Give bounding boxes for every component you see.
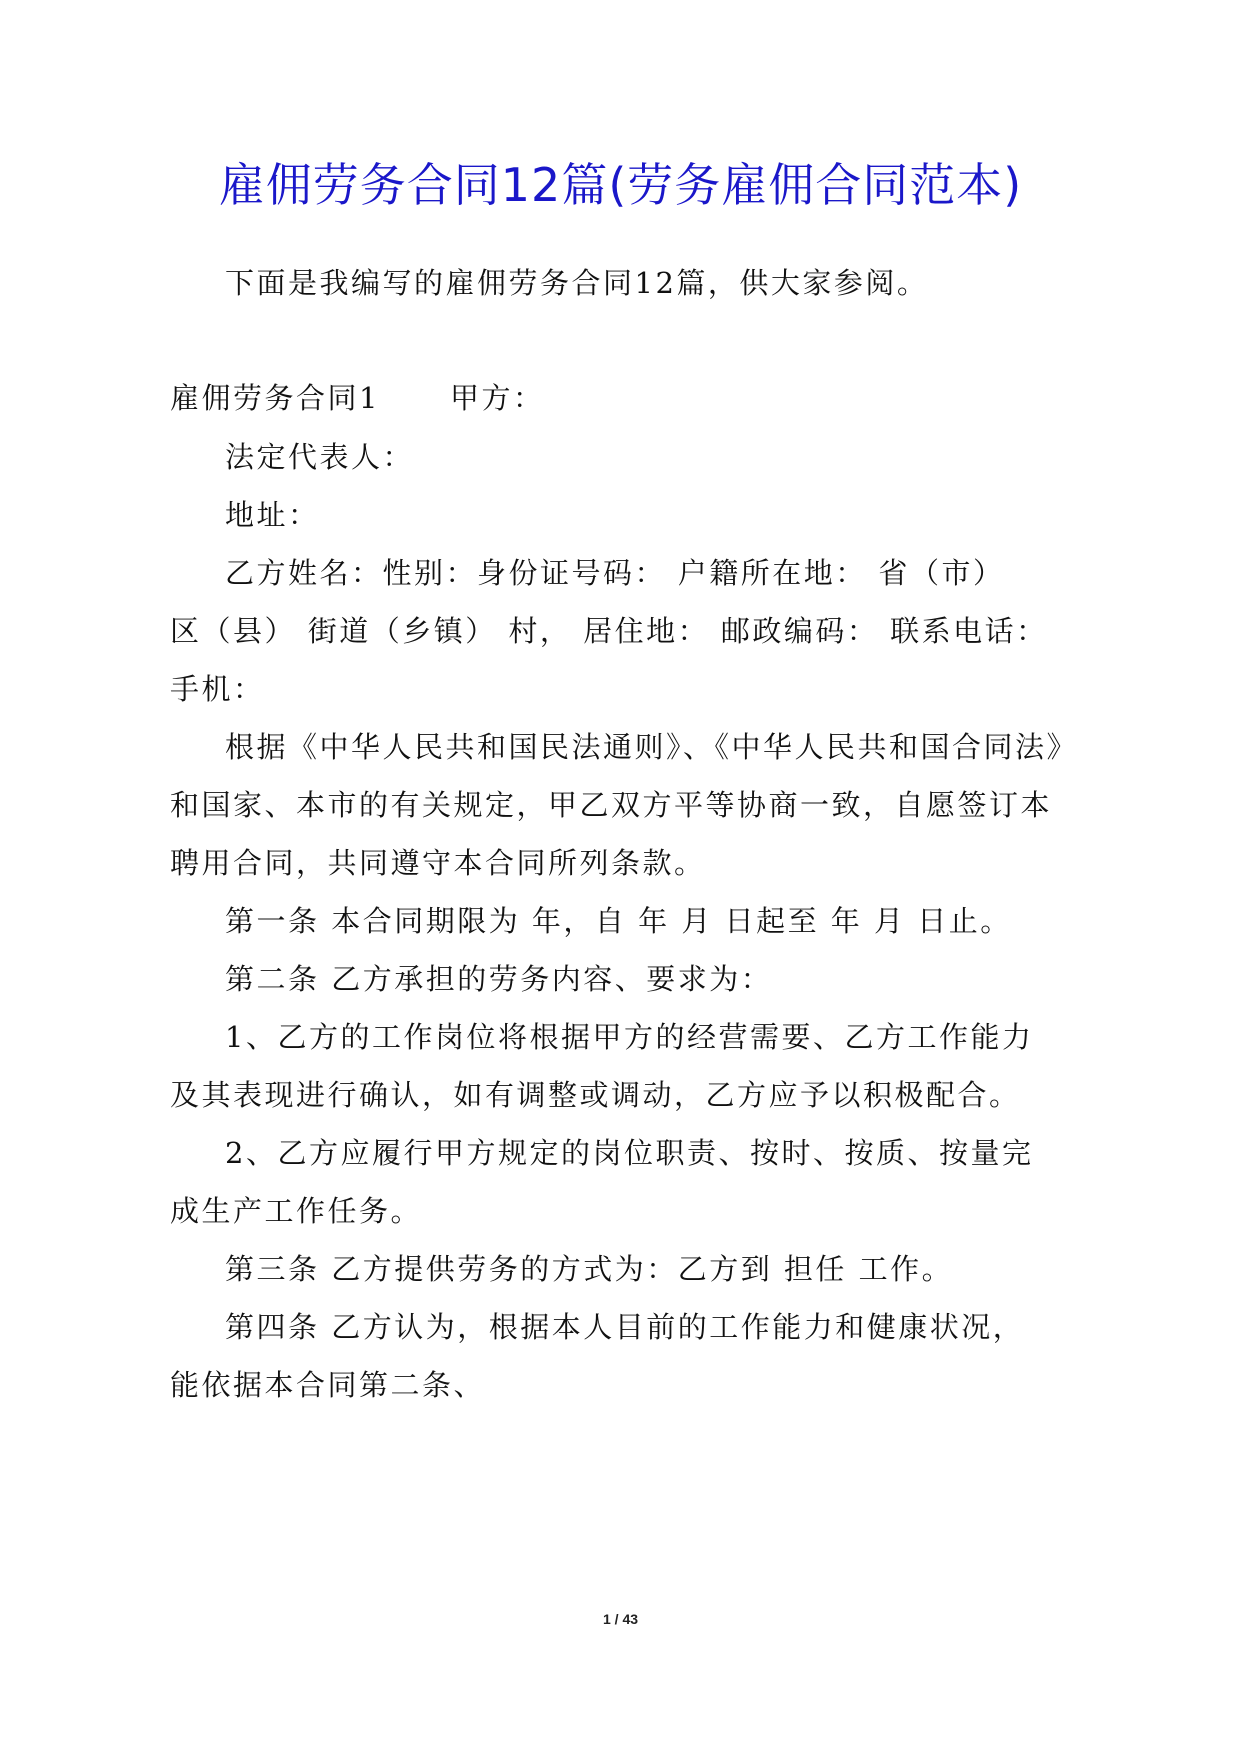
- text-line: 及其表现进行确认，如有调整或调动，乙方应予以积极配合。: [170, 1078, 1021, 1112]
- text-line: 第三条 乙方提供劳务的方式为：乙方到 担任 工作。: [225, 1252, 954, 1286]
- text-line: 1、乙方的工作岗位将根据甲方的经营需要、乙方工作能力: [225, 1020, 1034, 1054]
- text-line: 地址：: [225, 498, 320, 532]
- text-line: 第四条 乙方认为，根据本人目前的工作能力和健康状况，: [225, 1310, 1025, 1344]
- text-line: 根据《中华人民共和国民法通则》、《中华人民共和国合同法》: [225, 730, 1079, 764]
- document-title: 雇佣劳务合同12篇(劳务雇佣合同范本): [218, 158, 1023, 212]
- contract-heading-line: [170, 378, 544, 418]
- contract-heading: 雇佣劳务合同1: [170, 381, 380, 415]
- text-line: 聘用合同，共同遵守本合同所列条款。: [170, 846, 706, 880]
- text-line: 第一条 本合同期限为 年，自 年 月 日起至 年 月 日止。: [225, 904, 1012, 938]
- text-line: 法定代表人：: [225, 440, 415, 474]
- text-line: 乙方姓名：性别：身份证号码： 户籍所在地： 省（市）: [225, 556, 1005, 590]
- text-line: 和国家、本市的有关规定，甲乙双方平等协商一致，自愿签订本: [170, 788, 1053, 822]
- intro-paragraph: 下面是我编写的雇佣劳务合同12篇，供大家参阅。: [225, 266, 929, 300]
- text-line: 第二条 乙方承担的劳务内容、要求为：: [225, 962, 773, 996]
- text-line: 手机：: [170, 672, 265, 706]
- text-line: 能依据本合同第二条、: [170, 1368, 486, 1402]
- text-line: 成生产工作任务。: [170, 1194, 423, 1228]
- text-line: 区（县） 街道（乡镇） 村， 居住地： 邮政编码： 联系电话：: [170, 614, 1048, 648]
- page-number: 1 / 43: [602, 1611, 639, 1627]
- text-line: 2、乙方应履行甲方规定的岗位职责、按时、按质、按量完: [225, 1136, 1034, 1170]
- party-a-label: 甲方：: [449, 381, 545, 415]
